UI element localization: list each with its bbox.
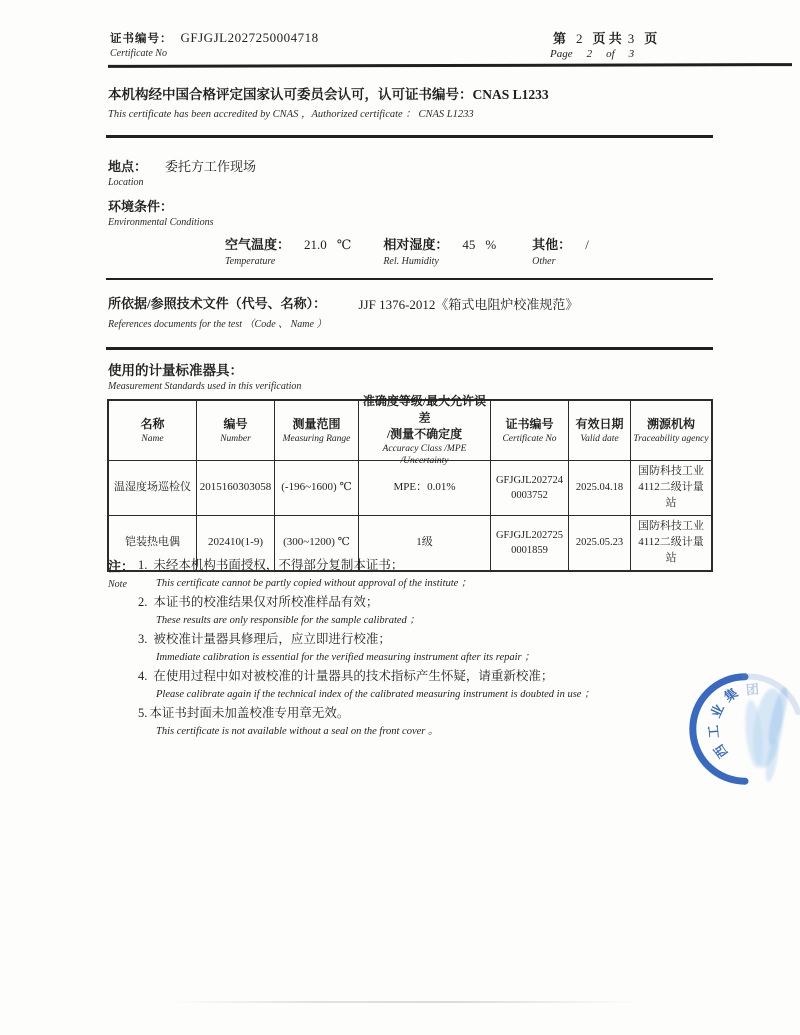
environment-label-en: Environmental Conditions	[108, 217, 214, 228]
environment-label: 环境条件：	[108, 199, 174, 214]
page-of-en: of	[606, 48, 615, 60]
section-divider-2	[106, 278, 713, 280]
table-row: 2025.05.23	[569, 516, 631, 570]
note-1-zh: 未经本机构书面授权，不得部分复制本证书；	[153, 558, 404, 572]
references-block	[108, 293, 578, 330]
header-accuracy-zh: 准确度等级/最大允许误差	[362, 394, 487, 425]
header-certno-zh: 证书编号	[505, 416, 554, 431]
table-row: 国防科技工业4112二级计量站	[638, 519, 704, 564]
table-row: 1级	[359, 516, 491, 570]
stamp-char-5: 团	[745, 681, 760, 698]
page-prefix: 第	[553, 31, 567, 46]
header-validdate-zh: 有效日期	[575, 416, 624, 431]
table-header-certno	[491, 401, 569, 461]
references-label-en: References documents for the test （Code 、 Name ）	[108, 319, 327, 330]
header-accuracy-en: Accuracy Class /MPE /Uncertainty	[382, 443, 467, 467]
table-row: GFJGJL202725 0001859	[491, 516, 569, 570]
section-divider-1	[106, 135, 713, 138]
note-5-num: 5.	[138, 706, 148, 720]
table-row: 铠装热电偶	[109, 516, 197, 570]
standards-label: 使用的计量标准器具：	[108, 363, 243, 378]
table-row: GFJGJL202724 0003752	[491, 461, 569, 516]
table-row: 2015160303058	[197, 461, 275, 516]
location-block	[108, 156, 256, 188]
standards-table	[107, 394, 713, 572]
page-indicator	[548, 28, 662, 60]
note-2-num: 2.	[138, 595, 148, 609]
table-header-name	[109, 401, 197, 461]
note-4-en: Please calibrate again if the technical index of the calibrated measuring instrument is doubted in use ；	[156, 689, 595, 700]
standards-label-block	[108, 359, 301, 392]
location-value: 委托方工作现场	[165, 159, 257, 174]
header-accuracy-zh2: /测量不确定度	[386, 426, 463, 441]
header-agency-zh: 溯源机构	[646, 416, 695, 431]
note-2-en: These results are only responsible for the sample calibrated ；	[156, 615, 420, 626]
table-row: 2025.04.18	[569, 461, 631, 516]
standards-label-en: Measurement Standards used in this verification	[108, 381, 302, 392]
notes-block	[108, 556, 688, 741]
humidity-value: 45	[462, 237, 476, 252]
note-3-en: Immediate calibration is essential for the verified measuring instrument after its repair ；	[156, 652, 535, 663]
note-1-num: 1.	[138, 558, 148, 572]
certificate-number-value: GFJGJL2027250004718	[180, 30, 319, 45]
header-agency-en: Traceability agency	[633, 433, 709, 444]
temperature-value: 21.0	[304, 237, 327, 252]
other-label: 其他：	[532, 237, 572, 252]
humidity-label: 相对湿度：	[383, 237, 449, 252]
list-item	[138, 630, 595, 666]
table-header-agency	[631, 401, 711, 461]
note-4-zh: 在使用过程中如对被校准的计量器具的技术指标产生怀疑，请重新校准；	[153, 669, 554, 683]
other-label-en: Other	[532, 256, 556, 267]
table-header-validdate	[569, 401, 631, 461]
table-row: (-196~1600) ℃	[275, 461, 359, 516]
table-header-accuracy	[359, 394, 491, 467]
header-name-zh: 名称	[140, 416, 165, 431]
header-number-zh: 编号	[223, 416, 248, 431]
header-certno-en: Certificate No	[502, 433, 557, 444]
stamp-char-2: 工	[705, 724, 722, 739]
location-label-en: Location	[108, 177, 144, 188]
table-row: 202410(1-9)	[197, 516, 275, 570]
header-number-en: Number	[220, 433, 251, 444]
page-total-en: 3	[628, 48, 635, 60]
note-5-zh: 本证书封面未加盖校准专用章无效。	[149, 706, 350, 720]
other-value: /	[585, 237, 589, 252]
table-row: (300~1200) ℃	[275, 516, 359, 570]
humidity-unit: %	[485, 237, 497, 252]
accreditation-block	[108, 83, 549, 121]
humidity-group	[383, 234, 496, 267]
section-divider-3	[106, 347, 713, 350]
note-5-en: This certificate is not available without a seal on the front cover 。	[156, 726, 439, 737]
references-value: JJF 1376-2012《箱式电阻炉校准规范》	[358, 297, 579, 312]
certificate-number-label: 证书编号：	[110, 33, 173, 45]
other-group	[532, 234, 599, 267]
table-header-range	[275, 401, 359, 461]
header-name-en: Name	[141, 433, 164, 444]
stamp-graphic	[682, 656, 800, 804]
notes-label-en: Note	[108, 579, 127, 590]
environment-label-block	[108, 196, 213, 228]
notes-label: 注：	[108, 559, 135, 574]
references-label: 所依据/参照技术文件（代号、名称）：	[108, 296, 327, 311]
list-item	[138, 667, 595, 703]
scan-artifact	[170, 1001, 640, 1003]
note-3-num: 3.	[138, 632, 148, 646]
page-number-en: 2	[586, 48, 593, 60]
temperature-unit: ℃	[336, 237, 352, 252]
table-row: MPE：0.01%	[359, 461, 491, 516]
certificate-number-block	[110, 30, 319, 59]
header-range-en: Measuring Range	[282, 433, 351, 444]
page-total: 3	[627, 31, 635, 46]
environment-values	[225, 234, 599, 267]
temperature-label: 空气温度：	[225, 237, 291, 252]
note-1-en: This certificate cannot be partly copied without approval of the institute ；	[156, 578, 472, 589]
table-header-number	[197, 401, 275, 461]
certificate-number-label-en: Certificate No	[110, 48, 167, 59]
stamp-char-3: 业	[707, 701, 727, 720]
humidity-label-en: Rel. Humidity	[383, 256, 439, 267]
temperature-group	[225, 234, 351, 267]
table-row: 温湿度场巡检仪	[109, 461, 197, 516]
stamp-char-1: 西	[710, 741, 731, 761]
list-item	[138, 593, 595, 629]
page-number: 2	[576, 31, 583, 46]
note-3-zh: 被校准计量器具修理后，应立即进行校准；	[153, 632, 391, 646]
table-row: 国防科技工业4112二级计量站	[631, 461, 711, 516]
note-2-zh: 本证书的校准结果仅对所校准样品有效；	[153, 595, 379, 609]
accreditation-zh: 本机构经中国合格评定国家认可委员会认可，认可证书编号：CNAS L1233	[108, 87, 549, 102]
page-mid: 页 共	[592, 31, 622, 46]
page-suffix: 页	[644, 31, 658, 46]
list-item	[138, 556, 595, 592]
page-label-en: Page	[550, 48, 573, 60]
official-stamp	[682, 656, 800, 804]
header-validdate-en: Valid date	[580, 433, 619, 444]
location-label: 地点：	[108, 159, 148, 174]
accreditation-en: This certificate has been accredited by CNAS ，Authorized certificate ： CNAS L1233	[108, 109, 474, 120]
list-item	[138, 704, 595, 740]
header-range-zh: 测量范围	[292, 416, 341, 431]
stamp-char-4: 集	[721, 684, 741, 705]
header-divider	[108, 63, 792, 67]
temperature-label-en: Temperature	[225, 256, 276, 267]
note-4-num: 4.	[138, 669, 148, 683]
